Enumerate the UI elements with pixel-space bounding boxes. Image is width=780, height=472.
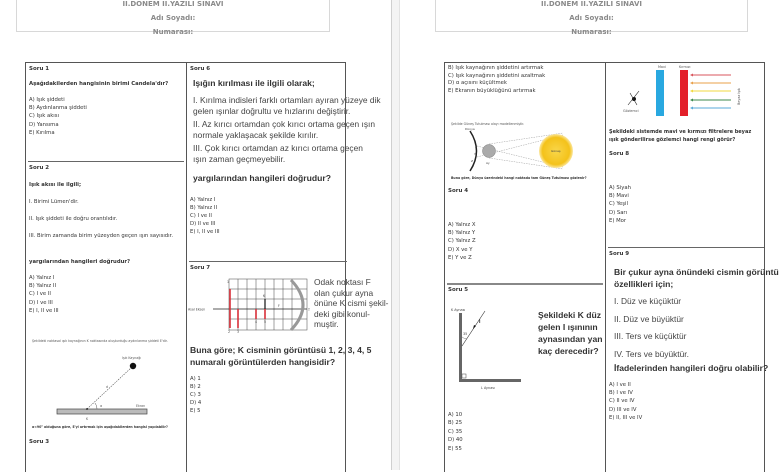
soru7-title: Soru 7	[190, 265, 211, 271]
option-d[interactable]: D) III ve IV	[609, 406, 637, 413]
exam-title: II.DÖNEM II.YAZILI SINAVI	[540, 0, 642, 8]
soru9-title: Soru 9	[609, 251, 630, 257]
soru9-intro	[614, 266, 779, 290]
side-text-line: önüne K cismi şekil-	[314, 298, 389, 308]
soru2-statement-1: I. Birimi Lümen'dir.	[29, 199, 79, 205]
red-label: Kırmızı	[679, 65, 691, 69]
intro-line: özellikleri için;	[614, 279, 674, 289]
soru4-caption: Şekilde Güneş Tutulması olayı modellenmiştir.	[451, 122, 525, 126]
soru5-options	[448, 411, 463, 453]
exam-page-left	[0, 0, 391, 470]
soru3-caption: Şekildeki noktasal ışık kaynağının K noktasında oluşturduğu aydınlanma şiddeti E'dir.	[32, 339, 168, 343]
k-mirror	[459, 313, 462, 382]
option-d[interactable]: D) Yansıma	[29, 121, 59, 128]
light-source-icon	[130, 363, 136, 369]
soru6-title: Soru 6	[190, 66, 211, 72]
alpha-label: α	[100, 404, 103, 408]
option-b[interactable]: B) I ve IV	[609, 390, 633, 397]
option-e[interactable]: E) I, II ve III	[29, 307, 59, 314]
option-d[interactable]: D) 4	[190, 400, 202, 406]
number-label: Numarası:	[152, 28, 194, 36]
option-b[interactable]: B) 25	[448, 420, 463, 427]
soru7-options	[190, 375, 201, 415]
side-text-line: olan çukur ayna	[314, 287, 374, 298]
right-angle-marker	[462, 374, 466, 378]
solar-eclipse-diagram	[445, 127, 605, 175]
exam-header	[16, 0, 330, 36]
option-e[interactable]: E) Kırılma	[29, 129, 55, 136]
soru5-question	[538, 309, 602, 357]
soru2-options	[29, 274, 59, 315]
intro-line: Bir çukur ayna önündeki cismin görüntü	[614, 267, 779, 277]
side-text-line: muştir.	[314, 319, 339, 329]
option-a[interactable]: A) Işık şiddeti	[29, 97, 65, 103]
soru9-prompt: İfadelerinden hangileri doğru olabilir?	[614, 363, 769, 373]
l-mirror	[459, 379, 521, 382]
moon-label: Ay	[486, 161, 490, 165]
concave-mirror-diagram	[187, 275, 311, 335]
distance-label: d	[106, 385, 109, 389]
mirror-arc	[291, 280, 303, 330]
option-e[interactable]: E) Y ve Z	[448, 254, 472, 261]
soru3-title: Soru 3	[29, 439, 50, 445]
option-e[interactable]: E) 5	[190, 408, 201, 414]
soru6-prompt: yargılarından hangileri doğrudur?	[193, 173, 331, 183]
soru4-options	[448, 221, 476, 262]
soru6-statement-2: II. Az kırıcı ortamdan çok kırıcı ortama geçen ışın normale yaklaşacak şekilde kırılır.	[193, 119, 375, 140]
option-e[interactable]: E) Mor	[609, 217, 627, 224]
soru8-question: Şekildeki sistemde mavi ve kırmızı filtrelere beyaz ışık gönderilirse gözlemci hangi rengi görür?	[609, 129, 752, 143]
soru8-title: Soru 8	[609, 151, 630, 157]
question-line: Şekildeki K düz	[538, 310, 602, 320]
option-c[interactable]: C) I ve II	[29, 291, 51, 298]
soru7-side-text	[314, 277, 388, 330]
exam-title: II.DÖNEM II.YAZILI SINAVI	[122, 0, 224, 8]
option-d[interactable]: D) α açısını küçültmek	[448, 80, 507, 87]
soru2-title: Soru 2	[29, 165, 50, 171]
axis-label: Asal Eksen	[188, 307, 206, 312]
blue-filter	[656, 70, 664, 116]
divider	[608, 247, 764, 248]
k-label: K	[263, 294, 266, 298]
soru7-question: Buna göre; K cisminin görüntüsü 1, 2, 3, 4, 5 numaralı görüntülerden hangisidir?	[190, 345, 372, 367]
option-c[interactable]: C) 3	[190, 392, 201, 398]
option-b[interactable]: B) Mavi	[609, 193, 629, 200]
sun-label: Güneş	[551, 149, 561, 153]
option-b[interactable]: B) Işık kaynağının şiddetini artırmak	[448, 65, 544, 71]
soru3-question: α<90° olduğuna göre, E'yi artırmak için aşağıdakilerden hangisi yapılabilir?	[32, 425, 168, 429]
statement: I. Düz ve küçüktür	[614, 296, 682, 306]
option-c[interactable]: C) Yeşil	[609, 201, 628, 208]
soru1-options	[29, 96, 87, 137]
option-e[interactable]: E) II, III ve IV	[609, 414, 643, 421]
statement: IV. Ters ve büyüktür.	[614, 348, 689, 359]
option-e[interactable]: E) Ekranın büyüklüğünü artırmak	[448, 87, 536, 94]
option-d[interactable]: D) Sarı	[609, 209, 628, 216]
point-y: Y	[474, 152, 476, 156]
num-3: 3	[237, 330, 240, 334]
ray-label: I	[479, 319, 481, 324]
source-label: Işık Kaynağı	[122, 356, 142, 360]
option-d[interactable]: D) I ve III	[29, 299, 53, 306]
option-a[interactable]: A) 10	[448, 412, 463, 418]
screen-label: Ekran	[136, 404, 146, 408]
k-mirror-label: K Aynası	[451, 308, 466, 312]
question-line: kaç derecedir?	[538, 346, 599, 356]
option-a[interactable]: A) I ve II	[609, 382, 631, 388]
option-b[interactable]: B) Yalnız Y	[448, 230, 476, 237]
statement: II. Düz ve büyüktür	[614, 313, 684, 324]
soru9-options	[609, 381, 642, 422]
red-filter	[680, 70, 688, 116]
soru8-options	[609, 184, 631, 225]
question-grid	[25, 62, 389, 472]
question-line: gelen I ışınının	[538, 322, 598, 332]
number-label: Numarası:	[571, 28, 612, 36]
option-d[interactable]: D) 40	[448, 437, 463, 444]
statement: III. Ters ve küçüktür	[614, 331, 687, 341]
soru6-statement-1: I. Kırılma indisleri farklı ortamları ayıran yüzeye dik gelen ışınlar doğrultu ve hızlarını değiştirir.	[193, 95, 381, 116]
option-c[interactable]: C) I ve II	[190, 213, 212, 219]
side-text-line: Odak noktası F	[314, 277, 371, 287]
soru6-statement-3: III. Çok kırıcı ortamdan az kırıcı ortama geçen ışın zaman geçmeyebilir.	[193, 143, 363, 164]
soru4-question: Buna göre, Dünya üzerindeki hangi noktada tam Güneş Tutulması gözlenir?	[451, 176, 587, 180]
k-label: K	[86, 417, 89, 421]
soru1-title: Soru 1	[29, 66, 50, 72]
option-d[interactable]: D) II ve III	[190, 221, 216, 227]
angle-arc	[95, 403, 97, 409]
color-filter-diagram	[606, 63, 766, 121]
option-a[interactable]: A) Yalnız X	[448, 222, 476, 228]
earth-arc	[470, 131, 477, 171]
option-b[interactable]: B) 2	[190, 384, 201, 390]
light-ray	[87, 367, 132, 409]
option-c[interactable]: C) Işık akısı	[29, 113, 60, 120]
earth-label: Dünya	[465, 127, 475, 131]
option-a[interactable]: A) 1	[190, 376, 201, 382]
option-b[interactable]: B) Yalnız II	[190, 205, 218, 211]
point-z: Z	[471, 159, 474, 163]
soru2-intro: Işık akısı ile ilgili;	[29, 182, 82, 188]
soru3-options-cont	[448, 65, 545, 95]
option-e[interactable]: E) 55	[448, 445, 462, 452]
option-b[interactable]: B) Aydınlanma şiddeti	[29, 105, 87, 112]
exam-header	[435, 0, 748, 36]
name-label: Adı Soyadı:	[569, 14, 614, 22]
moon-icon	[483, 145, 496, 158]
soru5-title: Soru 5	[448, 287, 469, 293]
num-2: 2	[228, 330, 231, 334]
num-4: 4	[255, 320, 258, 324]
option-a[interactable]: A) Yalnız I	[190, 197, 216, 203]
soru6-options	[190, 196, 220, 236]
column-left	[445, 63, 606, 472]
option-c[interactable]: C) 35	[448, 428, 463, 435]
soru4-title: Soru 4	[448, 188, 469, 194]
divider	[189, 261, 347, 262]
two-mirrors-diagram	[445, 307, 525, 393]
option-a[interactable]: A) Yalnız I	[29, 275, 55, 281]
white-light-label: Beyaz Işık	[737, 87, 741, 105]
blue-label: Mavi	[658, 65, 666, 69]
column-left	[26, 63, 187, 472]
option-a[interactable]: A) Siyah	[609, 185, 631, 191]
num-1: 1	[227, 280, 230, 284]
observer-eye-icon	[628, 91, 639, 105]
option-c[interactable]: C) Işık kaynağının şiddetini azaltmak	[448, 72, 546, 79]
option-b[interactable]: B) Yalnız II	[29, 283, 57, 290]
num-5: 5	[264, 320, 267, 324]
f-label: F	[278, 304, 280, 308]
option-c[interactable]: C) II ve IV	[609, 398, 635, 405]
l-mirror-label: L Aynası	[481, 386, 495, 390]
soru2-prompt: yargılarından hangileri doğrudur?	[29, 259, 131, 265]
question-grid	[444, 62, 779, 472]
observer-label: Gözlemci	[623, 109, 639, 113]
divider	[28, 161, 184, 162]
screen-bar	[57, 409, 147, 414]
divider	[447, 283, 603, 285]
soru9-statements	[614, 293, 689, 363]
name-label: Adı Soyadı:	[150, 14, 196, 22]
point-x: X	[475, 145, 478, 149]
soru2-statement-2: II. Işık şiddeti ile doğru orantılıdır.	[29, 216, 118, 222]
column-right	[187, 63, 389, 472]
soru6-intro: Işığın kırılması ile ilgili olarak;	[193, 78, 315, 88]
angle-label: 35	[463, 332, 468, 336]
column-right	[606, 63, 779, 472]
side-text-line: deki gibi konul-	[314, 308, 370, 319]
light-source-diagram	[26, 353, 186, 423]
soru1-question: Aşağıdakilerden hangisinin birimi Candela'dır?	[29, 81, 169, 87]
page-gutter	[391, 0, 400, 470]
soru2-statement-3: III. Birim zamanda birim yüzeyden geçen ışın sayısıdır.	[29, 233, 174, 239]
option-c[interactable]: C) Yalnız Z	[448, 238, 476, 245]
point-k-marker	[86, 408, 88, 410]
option-e[interactable]: E) I, II ve III	[190, 229, 220, 235]
exam-page-right	[400, 0, 780, 470]
question-line: aynasından yan	[538, 334, 603, 344]
t-label: T	[308, 308, 310, 312]
option-d[interactable]: D) X ve Y	[448, 246, 473, 253]
